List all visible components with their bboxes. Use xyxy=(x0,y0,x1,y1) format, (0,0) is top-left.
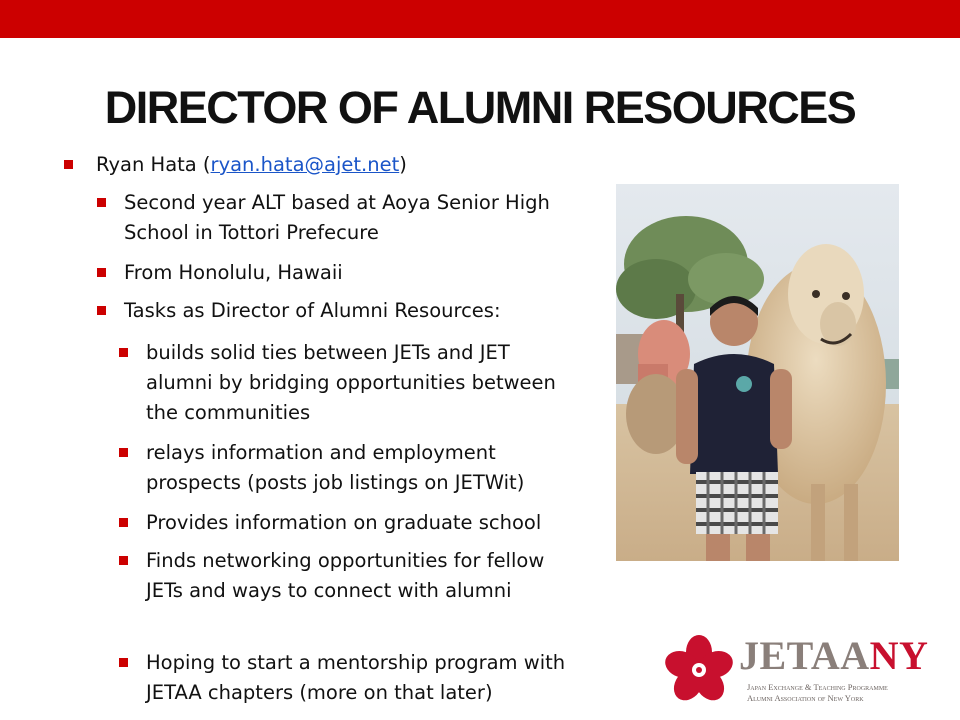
logo-sub-line-1: Japan Exchange & Teaching Programme xyxy=(747,682,888,692)
bullet-marker xyxy=(119,658,128,667)
slide-title: DIRECTOR OF ALUMNI RESOURCES xyxy=(104,82,856,133)
task-item-2 xyxy=(146,438,576,498)
bullet-marker xyxy=(97,306,106,315)
bullet-marker xyxy=(97,268,106,277)
person-with-camel-photo xyxy=(616,184,899,561)
task-item-5 xyxy=(146,648,596,708)
bullet-detail-3 xyxy=(124,296,604,326)
bullet-marker xyxy=(119,518,128,527)
task-item-4 xyxy=(146,546,546,606)
task-text: Hoping to start a mentorship program with JETAA chapters (more on that later) xyxy=(146,651,566,704)
bullet-marker xyxy=(119,448,128,457)
logo-word-ny: NY xyxy=(869,633,929,678)
task-item-3 xyxy=(146,508,606,538)
task-item-1 xyxy=(146,338,566,428)
bullet-marker xyxy=(64,160,73,169)
bullet-name xyxy=(96,150,596,180)
profile-photo xyxy=(616,184,899,561)
name-suffix: ) xyxy=(399,153,407,176)
detail-text: Second year ALT based at Aoya Senior High School in Tottori Prefecure xyxy=(124,191,550,244)
bullet-marker xyxy=(119,556,128,565)
logo-wordmark xyxy=(739,634,928,678)
jetaany-logo xyxy=(663,628,929,712)
email-link[interactable]: ryan.hata@ajet.net xyxy=(210,153,400,176)
bullet-marker xyxy=(119,348,128,357)
task-text: Finds networking opportunities for fellow JETs and ways to connect with alumni xyxy=(146,549,545,602)
task-text: Provides information on graduate school xyxy=(146,511,542,534)
sakura-flower-icon xyxy=(663,634,735,706)
bullet-marker xyxy=(97,198,106,207)
bullet-detail-1 xyxy=(124,188,594,248)
detail-text: Tasks as Director of Alumni Resources: xyxy=(124,299,501,322)
logo-subtitle xyxy=(747,682,923,704)
detail-text: From Honolulu, Hawaii xyxy=(124,261,343,284)
logo-sub-line-2: Alumni Association of New York xyxy=(747,693,864,703)
bullet-detail-2 xyxy=(124,258,604,288)
task-text: builds solid ties between JETs and JET alumni by bridging opportunities between the communities xyxy=(146,341,556,424)
logo-word-jetaa: JETAA xyxy=(739,633,870,678)
name-text: Ryan Hata ( xyxy=(96,153,211,176)
task-text: relays information and employment prospects (posts job listings on JETWit) xyxy=(146,441,525,494)
